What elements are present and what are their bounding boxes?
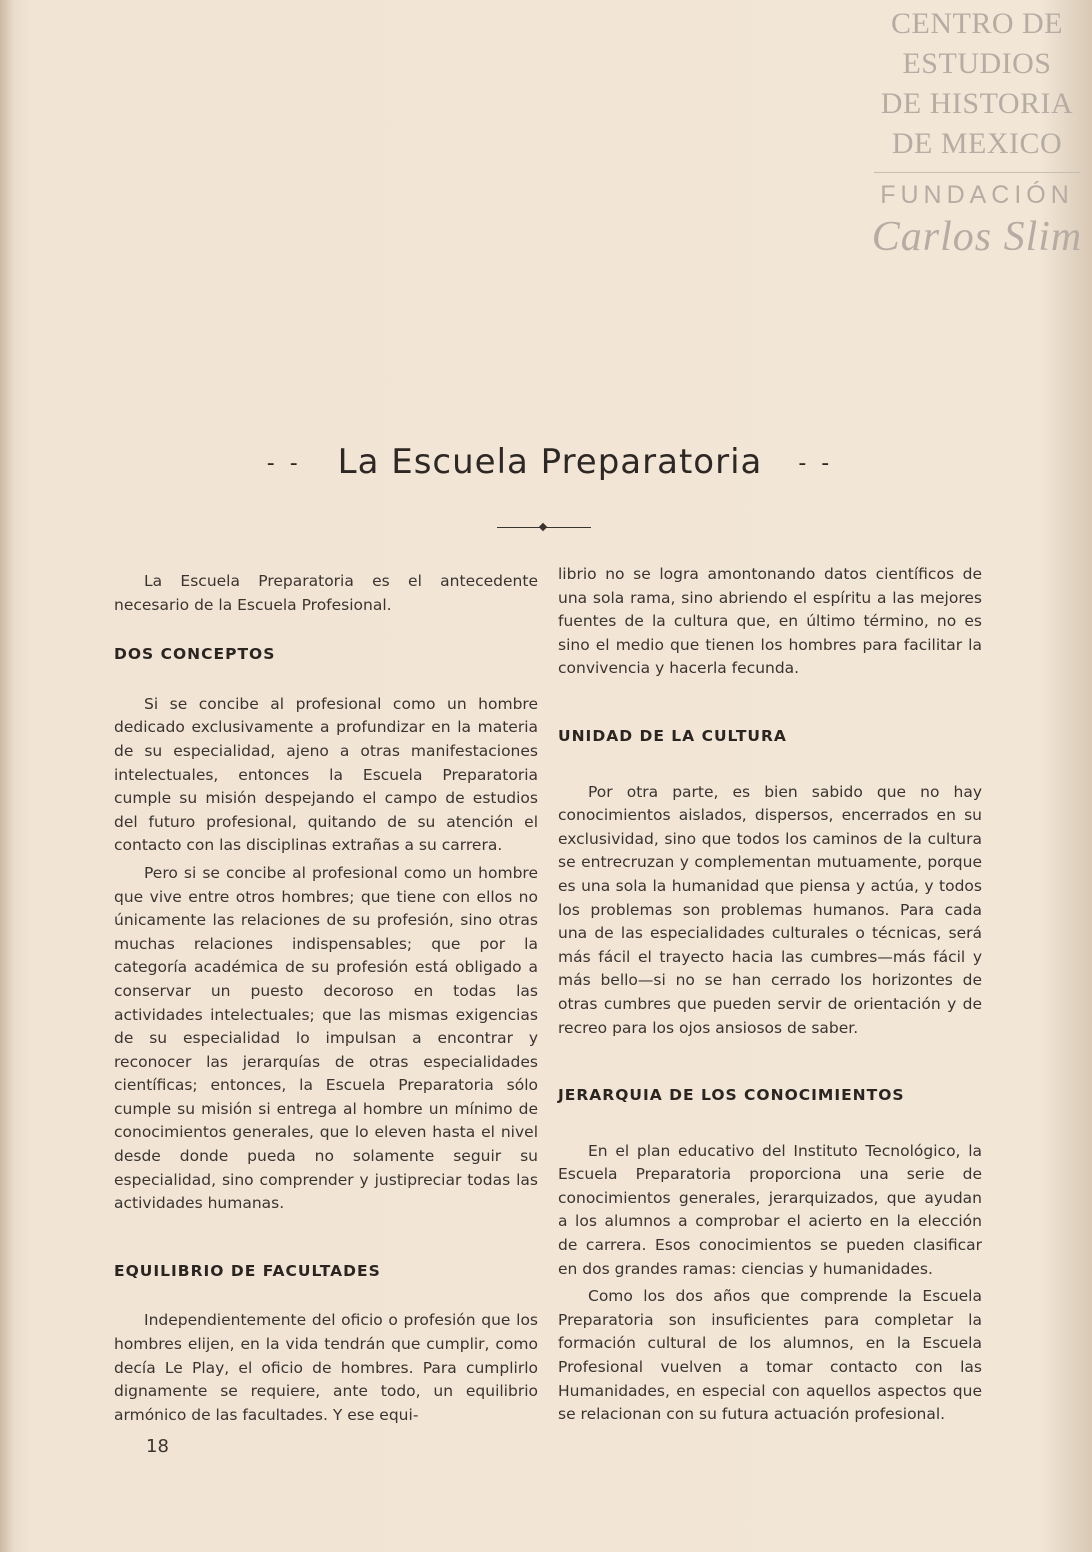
continuation-paragraph: librio no se logra amontonando datos científicos de una sola rama, sino abriendo el espíritu a las mejores fuentes de la cultura que, en último término, no es sino el medio que tienen los hombres para facilitar la convivencia y hacerla fecunda. [558,565,982,678]
page-number: 18 [146,1436,169,1457]
watermark-line: DE HISTORIA [880,87,1074,120]
ornament-diamond-icon [539,523,547,531]
watermark-line: ESTUDIOS [902,47,1052,80]
section-heading-dos-conceptos: DOS CONCEPTOS [114,645,276,664]
title-dash-left: - - [266,451,302,476]
body-paragraph: En el plan educativo del Instituto Tecnológico, la Escuela Preparatoria proporciona una serie de conocimientos generales, jerarquizados, que ayudan a los alumnos a comprobar el acierto en la elección de carrera. Esos conocimientos se pueden clasificar en dos grandes ramas: ciencias y humanidades. [558,1141,982,1278]
body-paragraph: Por otra parte, es bien sabido que no hay conocimientos aislados, dispersos, encerrados en su exclusividad, sino que todos los caminos de la cultura se entrecruzan y complementan mutuamente, porque es una sola la humanidad que piensa y actúa, y todos los problemas son problemas humanos. Para cada una de las especialidades culturales o técnicas, será más fácil el trayecto hacia las cumbres—más fácil y más bello—si no se han cerrado los horizontes de otras cumbres que pueden servir de orientación y de recreo para los ojos ansiosos de saber. [558,782,982,1037]
body-paragraph: Como los dos años que comprende la Escuela Preparatoria son insuficientes para completar la formación cultural de los alumnos, en la Escuela Profesional vuelven a tomar contacto con las Humanidades, en especial con aquellos aspectos que se relacionan con su futura actuación profesional. [558,1287,982,1424]
section-heading-unidad-de-la-cultura: UNIDAD DE LA CULTURA [558,726,787,745]
body-paragraph: Si se concibe al profesional como un hombre dedicado exclusivamente a profundizar en la materia de su especialidad, ajeno a otras manifestaciones intelectuales, entonces la Escuela Preparatoria cumple su misión despejando el campo de estudios del futuro profesional, quitando de su atención el contacto con las disciplinas extrañas a su carrera. [114,694,538,855]
section-heading-equilibrio-de-facultades: EQUILIBRIO DE FACULTADES [114,1261,381,1280]
watermark-line: DE MEXICO [891,127,1063,160]
title-dash-right: - - [798,451,834,476]
body-paragraph: Pero si se concibe al profesional como un hombre que vive entre otros hombres; que tiene con ellos no únicamente las relaciones de su profesión, sino otras muchas relaciones indispensables; que por la categoría académica de su profesión está obligado a conservar un puesto decoroso en todas las actividades intelectuales; que las mismas exigencias de su especialidad lo impulsan a encontrar y reconocer las jerarquías de otras especialidades científicas; entonces, la Escuela Preparatoria sólo cumple su misión si entrega al hombre un mínimo de conocimientos generales, que lo eleven hasta el nivel desde donde pueda no solamente seguir su especialidad, sino comprender y justipreciar todas las actividades humanas. [114,863,538,1213]
body-paragraph: Independientemente del oficio o profesión que los hombres elijen, en la vida tendrán que cumplir, como decía Le Play, el oficio de hombres. Para cumplirlo dignamente se requiere, ante todo, un equilibrio armónico de las facultades. Y ese equi- [114,1311,538,1424]
title-text: La Escuela Preparatoria [337,442,763,482]
section-heading-jerarquia-de-los-conocimientos: JERARQUIA DE LOS CONOCIMIENTOS [558,1086,905,1105]
page-edge-shadow [0,0,14,1552]
page-title [230,442,870,482]
watermark-line: CENTRO DE [891,7,1063,40]
watermark-signature: Carlos Slim [871,214,1083,260]
watermark-foundation: FUNDACIÓN [880,181,1074,209]
intro-paragraph: La Escuela Preparatoria es el antecedente necesario de la Escuela Profesional. [114,572,538,614]
title-ornament-divider [497,523,591,533]
watermark-divider [874,172,1080,173]
left-column [114,570,538,1427]
archive-watermark [870,4,1084,263]
right-column [558,563,982,1427]
